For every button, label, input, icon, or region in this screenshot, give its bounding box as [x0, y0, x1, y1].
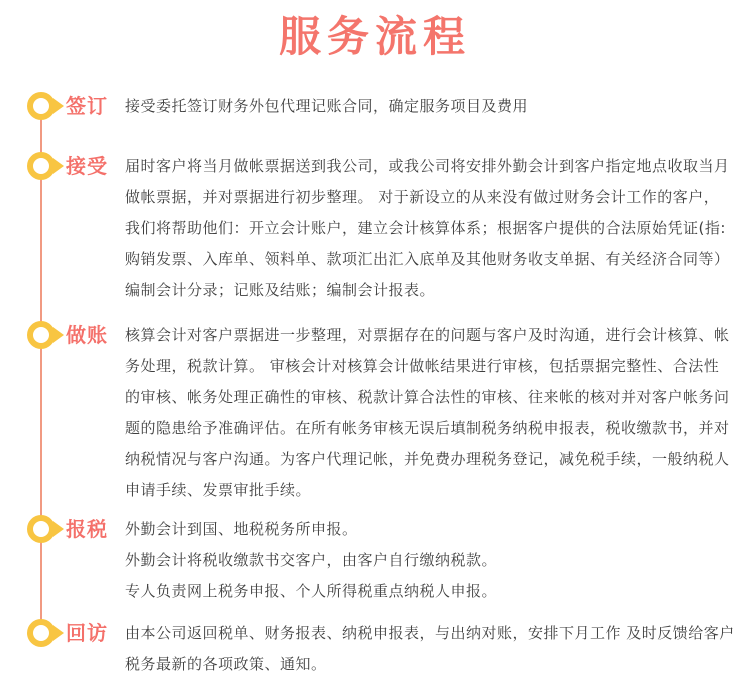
step-label: 回访 [66, 621, 108, 645]
step-text-line: 届时客户将当月做帐票据送到我公司，或我公司将安排外勤会计到客户指定地点收取当月 [125, 157, 730, 175]
timeline-node-icon [27, 152, 55, 180]
step-text-line: 专人负责网上税务申报、个人所得税重点纳税人申报。 [125, 582, 498, 600]
step-description [125, 514, 750, 607]
step-description [125, 91, 750, 122]
marker-tip-icon [53, 158, 64, 174]
step-label: 做账 [66, 323, 108, 347]
step-text-line: 申请手续、发票审批手续。 [125, 481, 312, 499]
step-description [125, 320, 750, 506]
step-text-line: 由本公司返回税单、财务报表、纳税申报表，与出纳对账，安排下月工作 及时反馈给客户 [125, 624, 735, 642]
step-text-line: 外勤会计将税收缴款书交客户，由客户自行缴纳税款。 [125, 551, 498, 569]
step-text-line: 题的隐患给予准确评估。在所有帐务审核无误后填制税务纳税申报表，税收缴款书，并对 [125, 419, 730, 437]
step-label: 接受 [66, 154, 108, 178]
step-sign-contract [0, 91, 750, 122]
timeline-node-icon [27, 321, 55, 349]
step-text-line: 做帐票据，并对票据进行初步整理。 对于新设立的从来没有做过财务会计工作的客户， [125, 188, 720, 206]
step-bookkeeping [0, 320, 750, 506]
marker-tip-icon [53, 327, 64, 343]
step-text-line: 纳税情况与客户沟通。为客户代理记帐，并免费办理税务登记，减免税手续，一般纳税人 [125, 450, 730, 468]
step-description [125, 618, 750, 680]
step-text-line: 购销发票、入库单、领料单、款项汇出汇入底单及其他财务收支单据、有关经济合同等） [125, 250, 730, 268]
step-text-line: 的审核、帐务处理正确性的审核、税款计算合法性的审核、往来帐的核对并对客户帐务问 [125, 388, 730, 406]
step-description [125, 151, 750, 306]
step-text-line: 编制会计分录；记账及结账；编制会计报表。 [125, 281, 436, 299]
step-text-line: 税务最新的各项政策、通知。 [125, 655, 327, 673]
step-text-line: 外勤会计到国、地税税务所申报。 [125, 520, 358, 538]
step-tax-filing [0, 514, 750, 607]
timeline-node-icon [27, 619, 55, 647]
step-receive-documents [0, 151, 750, 306]
step-text-line: 核算会计对客户票据进一步整理，对票据存在的问题与客户及时沟通，进行会计核算、帐 [125, 326, 730, 344]
marker-tip-icon [53, 98, 64, 114]
step-text-line: 我们将帮助他们：开立会计账户，建立会计核算体系；根据客户提供的合法原始凭证(指: [125, 219, 726, 237]
step-text-line: 接受委托签订财务外包代理记账合同，确定服务项目及费用 [125, 97, 529, 115]
marker-tip-icon [53, 625, 64, 641]
step-label: 签订 [66, 94, 108, 118]
timeline-node-icon [27, 92, 55, 120]
step-text-line: 务处理，税款计算。 审核会计对核算会计做帐结果进行审核，包括票据完整性、合法性 [125, 357, 720, 375]
marker-tip-icon [53, 521, 64, 537]
step-follow-up [0, 618, 750, 680]
timeline-node-icon [27, 515, 55, 543]
process-timeline [0, 91, 750, 680]
page-title: 服务流程 [278, 12, 471, 61]
step-label: 报税 [66, 517, 108, 541]
